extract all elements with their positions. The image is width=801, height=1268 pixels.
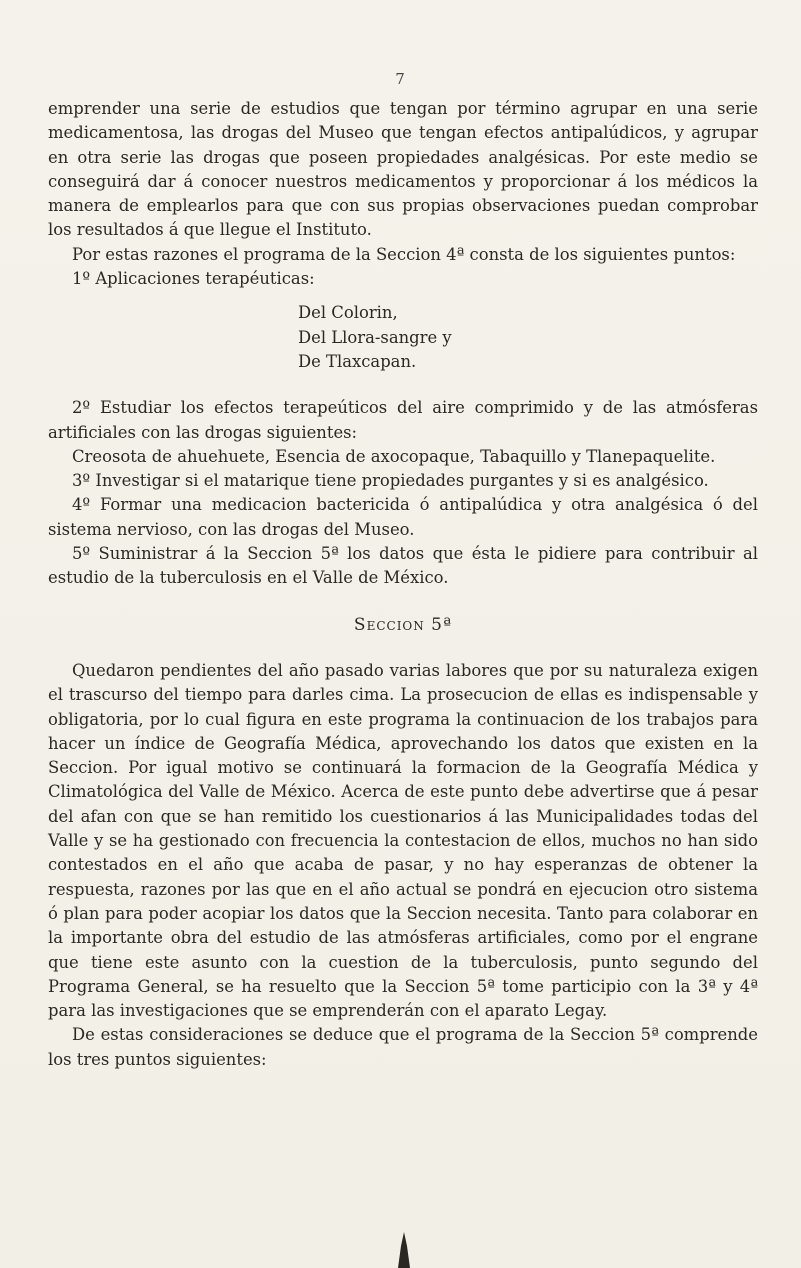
section-heading: Seccion 5ª: [353, 614, 453, 635]
paragraph-point-4: 4º Formar una medicacion bactericida ó antipalúdica y otra analgésica ó del sistema nervioso, con las drogas del Museo.: [48, 495, 758, 539]
paragraph-drugs: Creosota de ahuehuete, Esencia de axocopaque, Tabaquillo y Tlanepaquelite.: [72, 446, 716, 466]
paragraph-point-2: 2º Estudiar los efectos terapeúticos del aire comprimido y de las atmósferas artificiales con las drogas siguientes:: [48, 398, 758, 442]
paragraph-program-intro: Por estas razones el programa de la Seccion 4ª consta de los siguientes puntos:: [72, 244, 736, 264]
remedies-list: [298, 301, 758, 374]
paragraph-conclusion: De estas consideraciones se deduce que el programa de la Seccion 5ª comprende los tres puntos siguientes:: [48, 1025, 758, 1069]
list-item: De Tlaxcapan.: [298, 351, 417, 371]
list-item: Del Colorin,: [298, 303, 398, 323]
paragraph-continuation: emprender una serie de estudios que tengan por término agrupar en una serie medicamentosa, las drogas del Museo que tengan efectos antipalúdicos, y agrupar en otra serie las drogas que poseen propiedades analgésicas. Por este medio se conseguirá dar á conocer nuestros medicamentos y proporcionar á los médicos la manera de emplearlos para que con sus propias observaciones puedan comprobar los resultados á que llegue el Instituto.: [48, 99, 758, 240]
page-body: [48, 97, 758, 1072]
paragraph-point-1: 1º Aplicaciones terapéuticas:: [72, 269, 315, 289]
paragraph-point-5: 5º Suministrar á la Seccion 5ª los datos que ésta le pidiere para contribuir al estudio de la tuberculosis en el Valle de México.: [48, 544, 758, 588]
paragraph-point-3: 3º Investigar si el matarique tiene propiedades purgantes y si es analgésico.: [72, 471, 709, 491]
list-item: Del Llora-sangre y: [298, 327, 452, 347]
page-number: 7: [395, 70, 405, 88]
paragraph-section-5: Quedaron pendientes del año pasado varias labores que por su naturaleza exigen el trascurso del tiempo para darles cima. La prosecucion de ellas es indispensable y obligatoria, por lo cual figura en este programa la continuacion de los trabajos para hacer un índice de Geografía Médica, aprovechando los datos que existen en la Seccion. Por igual motivo se continuará la formacion de la Geografía Médica y Climatológica del Valle de México. Acerca de este punto debe advertirse que á pesar del afan con que se han remitido los cuestionarios á las Municipalidades todas del Valle y se ha gestionado con frecuencia la contestacion de ellos, muchos no han sido contestados en el año que acaba de pasar, y no hay esperanzas de obtener la respuesta, razones por las que en el año actual se pondrá en ejecucion otro sistema ó plan para poder acopiar los datos que la Seccion necesita. Tanto para colaborar en la importante obra del estudio de las atmósferas artificiales, como por el engrane que tiene este asunto con la cuestion de la tuberculosis, punto segundo del Programa General, se ha resuelto que la Seccion 5ª tome participio con la 3ª y 4ª para las investigaciones que se emprenderán con el aparato Legay.: [48, 660, 758, 1021]
ink-mark-icon: [398, 1232, 410, 1268]
